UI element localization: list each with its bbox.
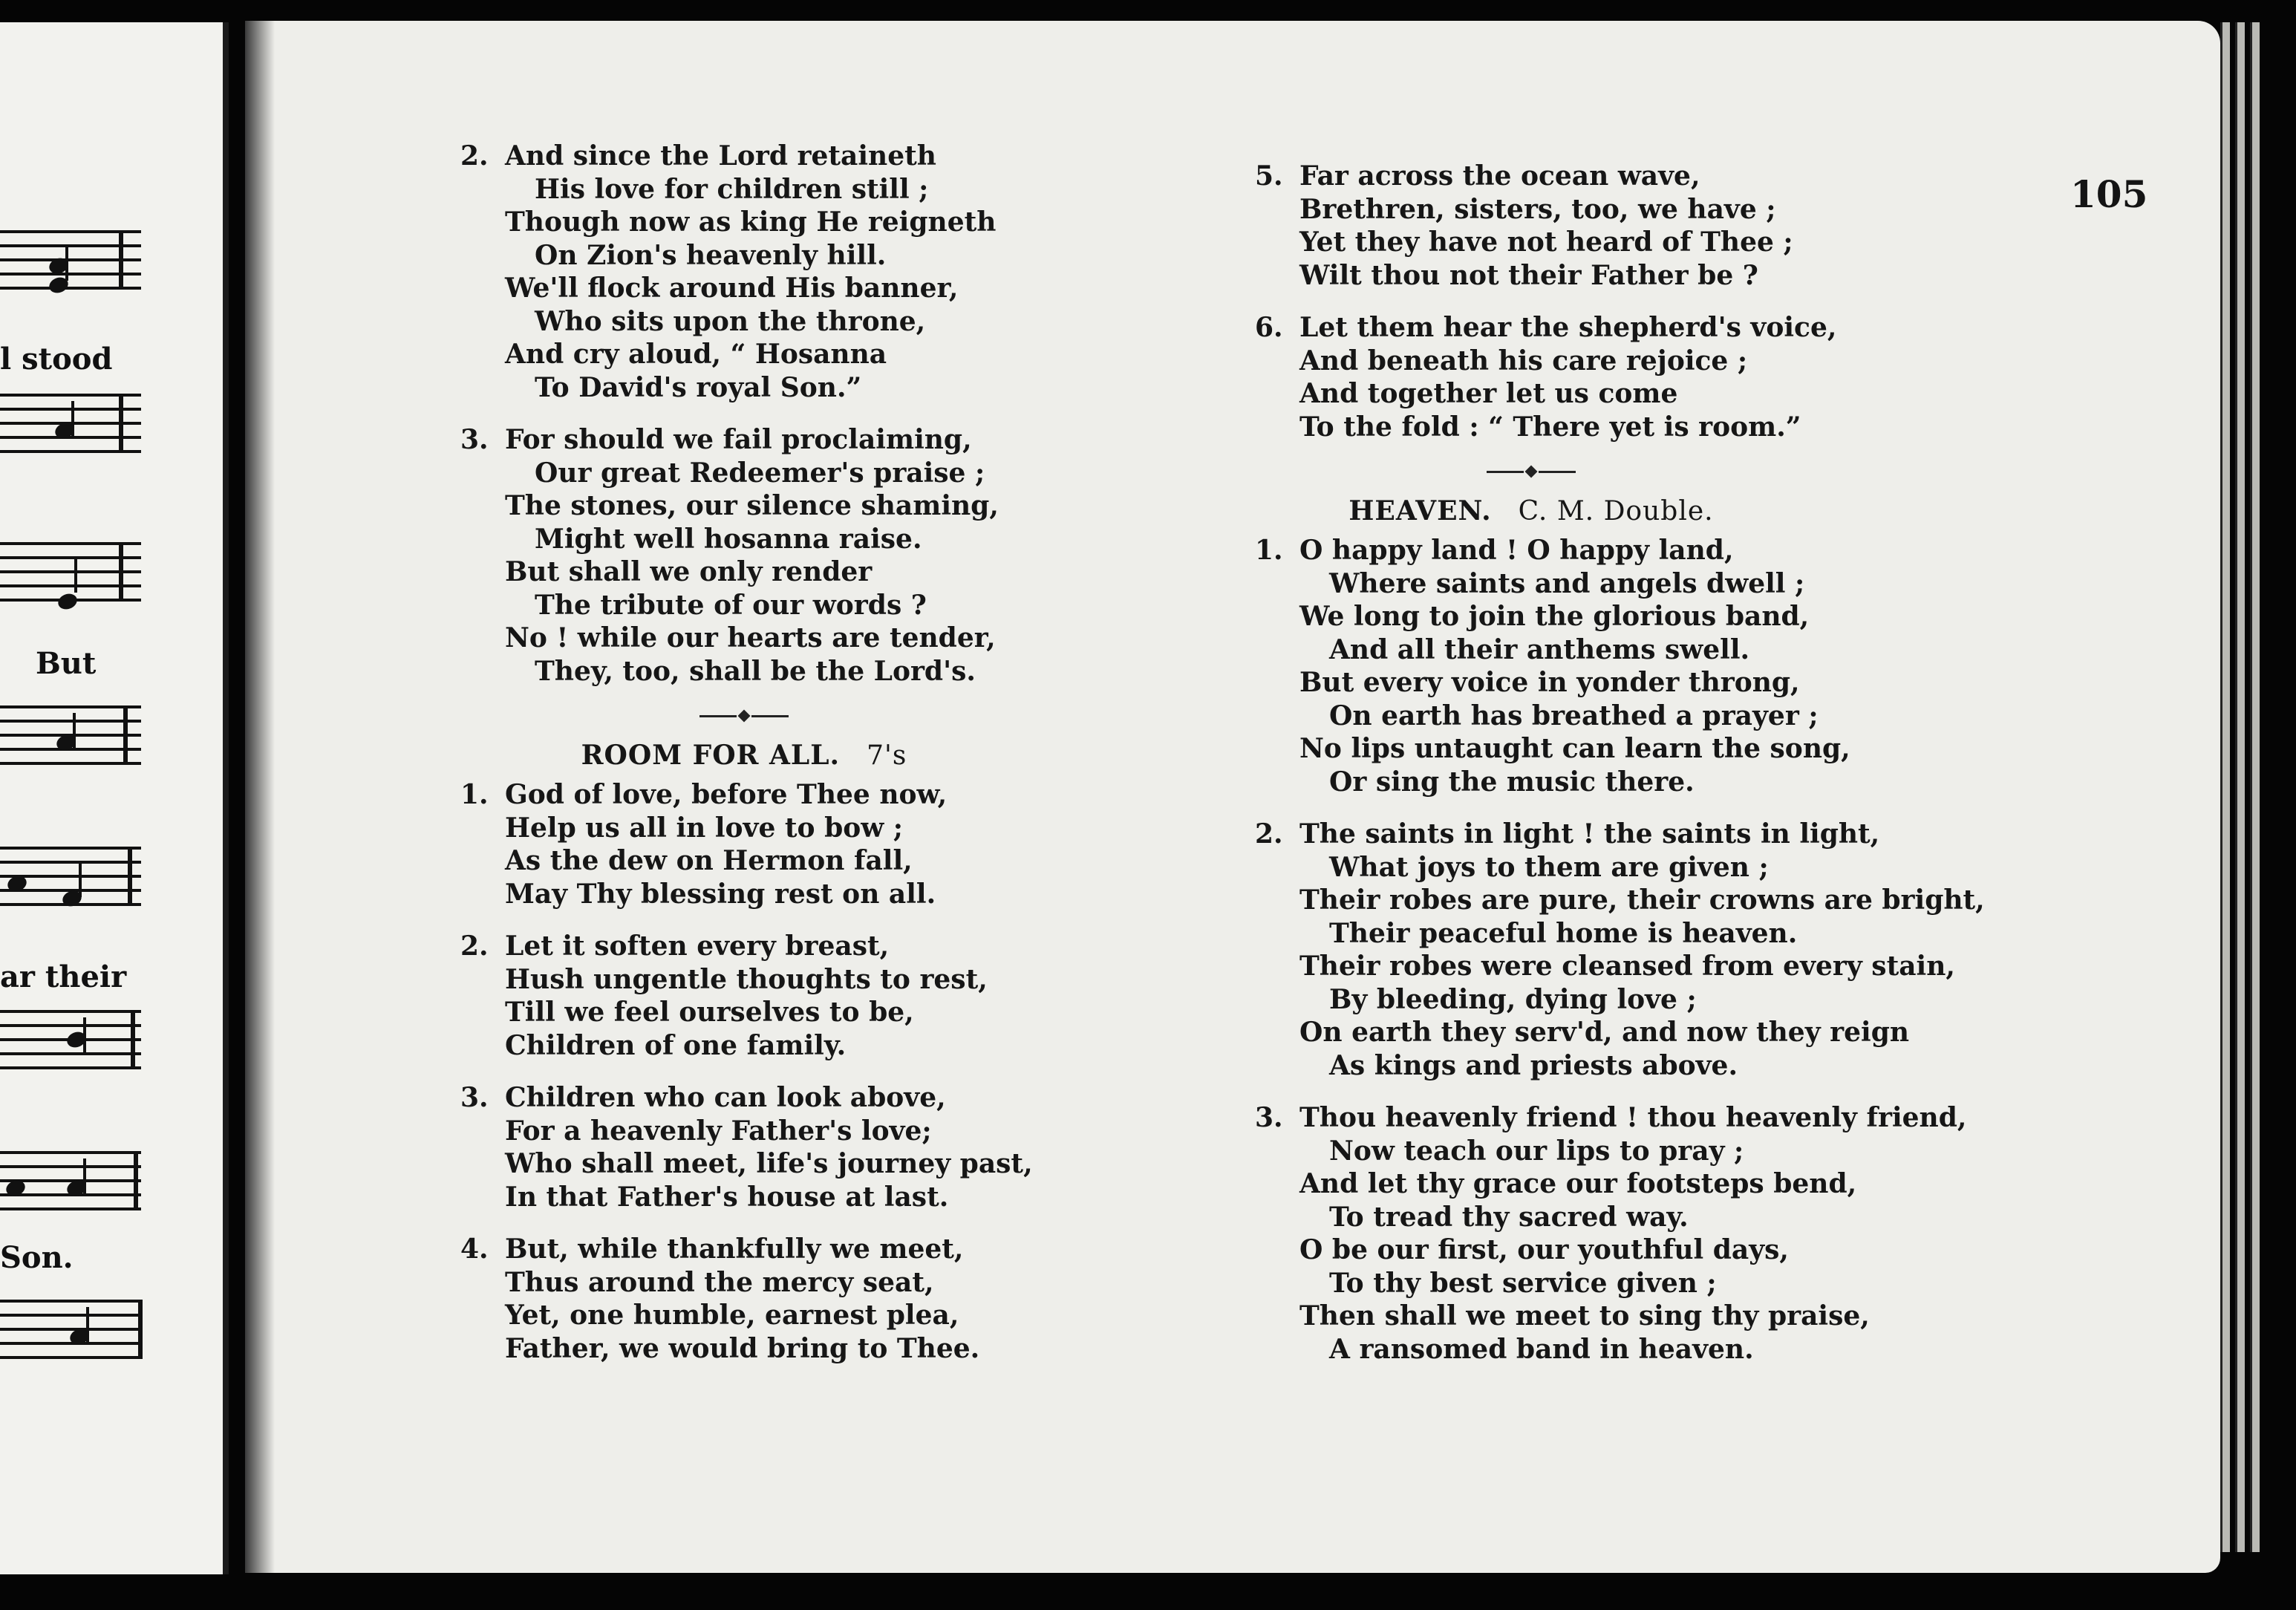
verse-number: 4. [460,1233,489,1265]
hymn-name: ROOM FOR ALL. [581,740,841,771]
verse-line: Children of one family. [505,1029,847,1061]
lyric-fragment: Son. [0,1240,74,1275]
music-barline [119,394,123,453]
left-column [454,140,1034,1365]
verse-line: And cry aloud, “ Hosanna [505,339,887,370]
verse [1249,1101,1985,1366]
hymn-meter: C. M. Double. [1518,496,1714,527]
verse-line: On earth has breathed a prayer ; [1329,700,1819,731]
verse-line: For should we fail proclaiming, [505,424,972,455]
verse-line: Though now as king He reigneth [505,206,997,238]
section-ornament [454,701,1034,731]
verse-line: Then shall we meet to sing thy praise, [1299,1300,1870,1332]
verse-number: 2. [1255,818,1283,850]
hymn-title [1249,492,1813,534]
verse-number: 2. [460,931,489,962]
verse-line: Where saints and angels dwell ; [1329,567,1805,599]
lyric-fragment: l stood [0,342,113,377]
hymn-meter: 7's [867,740,907,771]
verse-line: Let them hear the shepherd's voice, [1299,312,1837,343]
verse-line: Father, we would bring to Thee. [505,1332,980,1364]
verse-line: The saints in light ! the saints in light, [1299,818,1880,850]
verse-line: Till we feel ourselves to be, [505,997,914,1028]
verse-line: We'll flock around His banner, [505,273,959,304]
music-barline [134,1151,138,1210]
verse-number: 5. [1255,160,1283,192]
music-stem [86,1307,89,1343]
verse-line: Hush ungentle thoughts to rest, [505,963,988,995]
verse-line: Yet they have not heard of Thee ; [1299,226,1793,258]
music-stem [79,861,82,897]
hymn-name: HEAVEN. [1348,495,1492,527]
verse-line: O happy land ! O happy land, [1299,535,1734,566]
verse-line: As kings and priests above. [1329,1049,1738,1081]
verse-line: On Zion's heavenly hill. [535,239,887,271]
verse-line: As the dew on Hermon fall, [505,845,913,876]
verse-line: Far across the ocean wave, [1299,160,1700,192]
verse-number: 3. [460,424,489,455]
verse-line: To thy best service given ; [1329,1267,1717,1299]
verse-line: By bleeding, dying love ; [1329,983,1697,1015]
section-ornament [1249,457,1813,486]
verse-line: God of love, before Thee now, [505,779,948,810]
continued-verses [1249,160,1985,443]
verse-line: They, too, shall be the Lord's. [535,655,976,687]
page-edge [2250,22,2260,1552]
music-stem [71,401,74,437]
music-stem [83,1017,86,1053]
verse-line: We long to join the glorious band, [1299,601,1810,632]
verse-line: The tribute of our words ? [535,589,927,621]
verse-line: But shall we only render [505,556,873,587]
verse-line: The stones, our silence shaming, [505,490,999,521]
music-barline [138,1300,143,1359]
verse-line: But, while thankfully we meet, [505,1233,964,1265]
verse [1249,534,1985,798]
verse-number: 1. [1255,535,1283,566]
verse-line: For a heavenly Father's love; [505,1115,932,1147]
hymn-verses [1249,534,1985,1366]
verse-number: 6. [1255,312,1283,343]
verse-line: To the fold : “ There yet is room.” [1299,411,1801,443]
music-stem [73,713,76,749]
verse-line: And since the Lord retaineth [505,140,936,172]
verse-line: To David's royal Son.” [535,371,862,403]
verse [454,1233,1034,1365]
page-gutter-shadow [245,21,275,1573]
verse-line: Yet, one humble, earnest plea, [505,1300,959,1331]
verse [454,778,1034,910]
verse-line: And all their anthems swell. [1329,633,1750,665]
verse-line: Let it soften every breast, [505,931,890,962]
hymn-verses [454,778,1034,1365]
music-barline [119,542,123,602]
music-stem [74,557,77,593]
hymn-title [454,737,1034,778]
verse-line: May Thy blessing rest on all. [505,878,936,910]
verse-line: Thou heavenly friend ! thou heavenly friend, [1299,1102,1967,1133]
verse-line: No ! while our hearts are tender, [505,622,996,654]
verse-number: 3. [1255,1102,1283,1133]
verse-line: No lips untaught can learn the song, [1299,733,1850,764]
lyric-fragment: But [36,646,97,681]
verse-line: Might well hosanna raise. [535,523,922,555]
verse-line: Now teach our lips to pray ; [1329,1135,1744,1167]
page-edge [2235,22,2245,1552]
music-barline [128,847,132,906]
verse-line: Their peaceful home is heaven. [1329,917,1798,949]
verse-line: Children who can look above, [505,1082,946,1113]
verse [454,1081,1034,1213]
verse-line: Or sing the music there. [1329,766,1695,798]
music-staff [0,1300,141,1359]
verse-line: Who sits upon the throne, [535,305,926,337]
verse-line: And let thy grace our footsteps bend, [1299,1168,1857,1199]
verse-line: A ransomed band in heaven. [1329,1333,1754,1365]
verse-line: Who shall meet, life's journey past, [505,1148,1033,1179]
music-barline [119,230,123,290]
music-stem [65,245,68,281]
verse [1249,818,1985,1082]
page-edge [2220,22,2230,1552]
verse-line: His love for children still ; [535,173,929,205]
verse-number: 3. [460,1082,489,1113]
verse-line: Thus around the mercy seat, [505,1266,934,1298]
verse-line: But every voice in yonder throng, [1299,667,1800,698]
verse [1249,160,1985,292]
continued-verses [454,140,1034,688]
verse-number: 2. [460,140,489,172]
verse-line: Their robes were cleansed from every stain, [1299,951,1955,982]
verse-line: On earth they serv'd, and now they reign [1299,1017,1910,1048]
verse-line: Wilt thou not their Father be ? [1299,259,1758,291]
right-column [1249,160,1985,1366]
previous-page-edge [0,22,229,1574]
verse-line: Brethren, sisters, too, we have ; [1299,193,1776,225]
verse-line: Our great Redeemer's praise ; [535,457,985,489]
verse-line: And together let us come [1299,378,1678,409]
verse [454,140,1034,404]
verse [454,423,1034,688]
lyric-fragment: ar their [0,959,127,994]
verse-line: Their robes are pure, their crowns are bright, [1299,884,1985,916]
verse [1249,311,1985,443]
music-barline [123,705,128,765]
verse-line: What joys to them are given ; [1329,851,1769,883]
music-stem [83,1158,86,1194]
page-number: 105 [2070,172,2148,216]
verse-line: O be our first, our youthful days, [1299,1234,1789,1265]
verse-line: In that Father's house at last. [505,1181,949,1213]
verse-line: And beneath his care rejoice ; [1299,345,1748,377]
verse-line: To tread thy sacred way. [1329,1201,1689,1233]
verse-line: Help us all in love to bow ; [505,812,904,844]
verse [454,930,1034,1062]
music-barline [131,1010,135,1069]
verse-number: 1. [460,779,489,810]
